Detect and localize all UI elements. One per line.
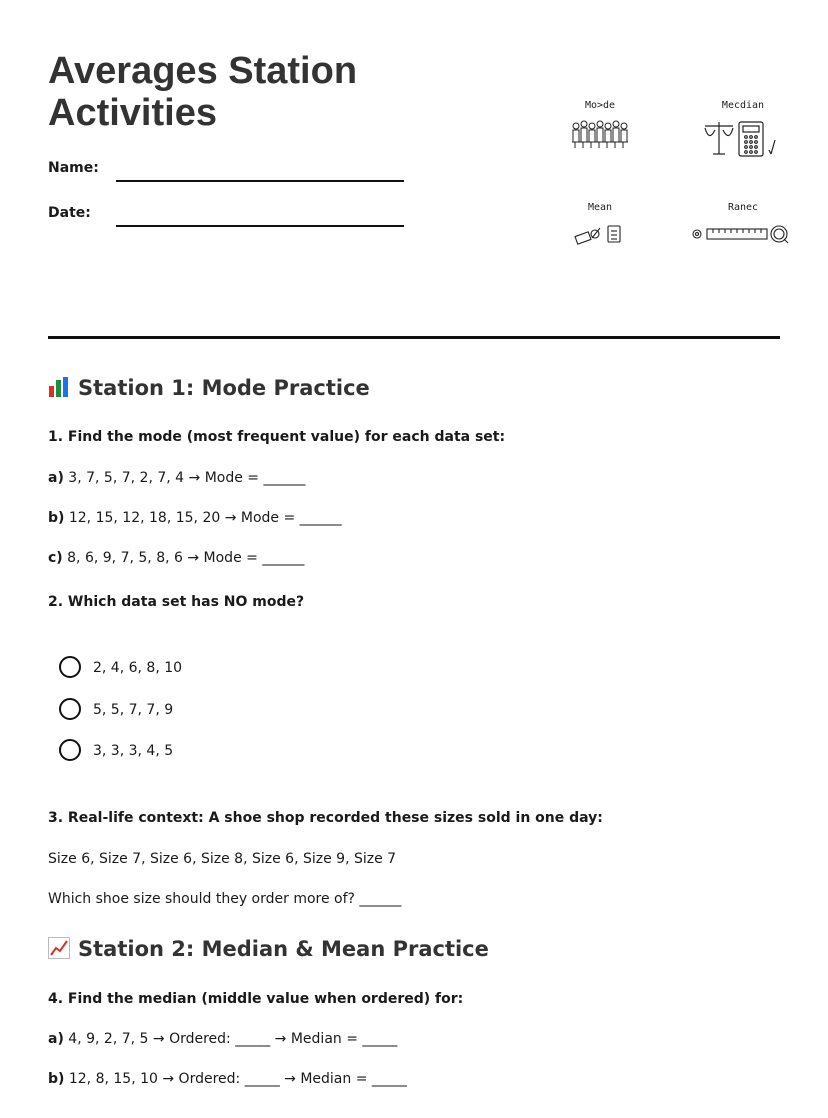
q2-option-1-label: 2, 4, 6, 8, 10	[93, 660, 183, 676]
q1a-letter: a)	[48, 470, 64, 486]
q1-part-a	[48, 470, 305, 486]
question-3: 3. Real-life context: A shoe shop recorded these sizes sold in one day:	[48, 810, 603, 826]
radio-button[interactable]	[59, 739, 81, 761]
q4b-letter: b)	[48, 1071, 65, 1087]
station2-heading-text: Station 2: Median & Mean Practice	[78, 937, 489, 961]
q4a-text: 4, 9, 2, 7, 5 → Ordered: _____ → Median = _____	[63, 1031, 398, 1047]
date-field	[48, 205, 408, 235]
station1-heading	[48, 376, 370, 403]
name-label: Name:	[48, 160, 99, 176]
q4b-text: 12, 8, 15, 10 → Ordered: _____ → Median = _____	[64, 1071, 407, 1087]
ruler-icon	[691, 220, 795, 248]
q2-option-3-label: 3, 3, 3, 4, 5	[93, 743, 174, 759]
q4-part-a	[48, 1031, 397, 1047]
question-2: 2. Which data set has NO mode?	[48, 594, 305, 610]
q1-part-c	[48, 550, 304, 566]
q3-question: Which shoe size should they order more of? ______	[48, 891, 402, 907]
radio-button[interactable]	[59, 698, 81, 720]
name-field	[48, 160, 408, 190]
date-label: Date:	[48, 205, 91, 221]
median-caption: Mecdian	[721, 100, 765, 111]
station1-heading-text: Station 1: Mode Practice	[78, 376, 370, 400]
q4-part-b	[48, 1071, 407, 1087]
scale-calculator-icon	[701, 118, 785, 162]
q1c-letter: c)	[48, 550, 63, 566]
averages-icon-grid	[545, 100, 785, 260]
q1-part-b	[48, 510, 342, 526]
q2-option-3[interactable]	[59, 739, 173, 761]
page-title: Averages Station Activities	[48, 50, 358, 134]
date-line[interactable]	[116, 225, 404, 227]
range-caption: Ranec	[727, 202, 759, 213]
q3-data: Size 6, Size 7, Size 6, Size 8, Size 6, Size 9, Size 7	[48, 851, 397, 867]
question-1: 1. Find the mode (most frequent value) for each data set:	[48, 429, 506, 445]
radio-button[interactable]	[59, 656, 81, 678]
question-4: 4. Find the median (middle value when ordered) for:	[48, 991, 464, 1007]
section-divider	[48, 336, 780, 339]
station2-heading	[48, 937, 489, 964]
range-illustration	[688, 202, 798, 272]
line-chart-icon	[48, 937, 70, 964]
mode-caption: Mo>de	[584, 100, 616, 111]
q2-option-2[interactable]	[59, 698, 173, 720]
crowd-icon	[568, 118, 632, 154]
q4a-letter: a)	[48, 1031, 64, 1047]
median-illustration	[688, 100, 798, 170]
mean-illustration	[545, 202, 655, 272]
q2-option-2-label: 5, 5, 7, 7, 9	[93, 702, 174, 718]
name-line[interactable]	[116, 180, 404, 182]
q1a-text: 3, 7, 5, 7, 2, 7, 4 → Mode = ______	[63, 470, 306, 486]
q1b-letter: b)	[48, 510, 65, 526]
calculator-tools-icon	[572, 220, 628, 248]
mode-illustration	[545, 100, 655, 170]
q1b-text: 12, 15, 12, 18, 15, 20 → Mode = ______	[64, 510, 342, 526]
mean-caption: Mean	[587, 202, 613, 213]
q2-option-1[interactable]	[59, 656, 182, 678]
bar-chart-icon	[48, 376, 70, 403]
q1c-text: 8, 6, 9, 7, 5, 8, 6 → Mode = ______	[62, 550, 305, 566]
